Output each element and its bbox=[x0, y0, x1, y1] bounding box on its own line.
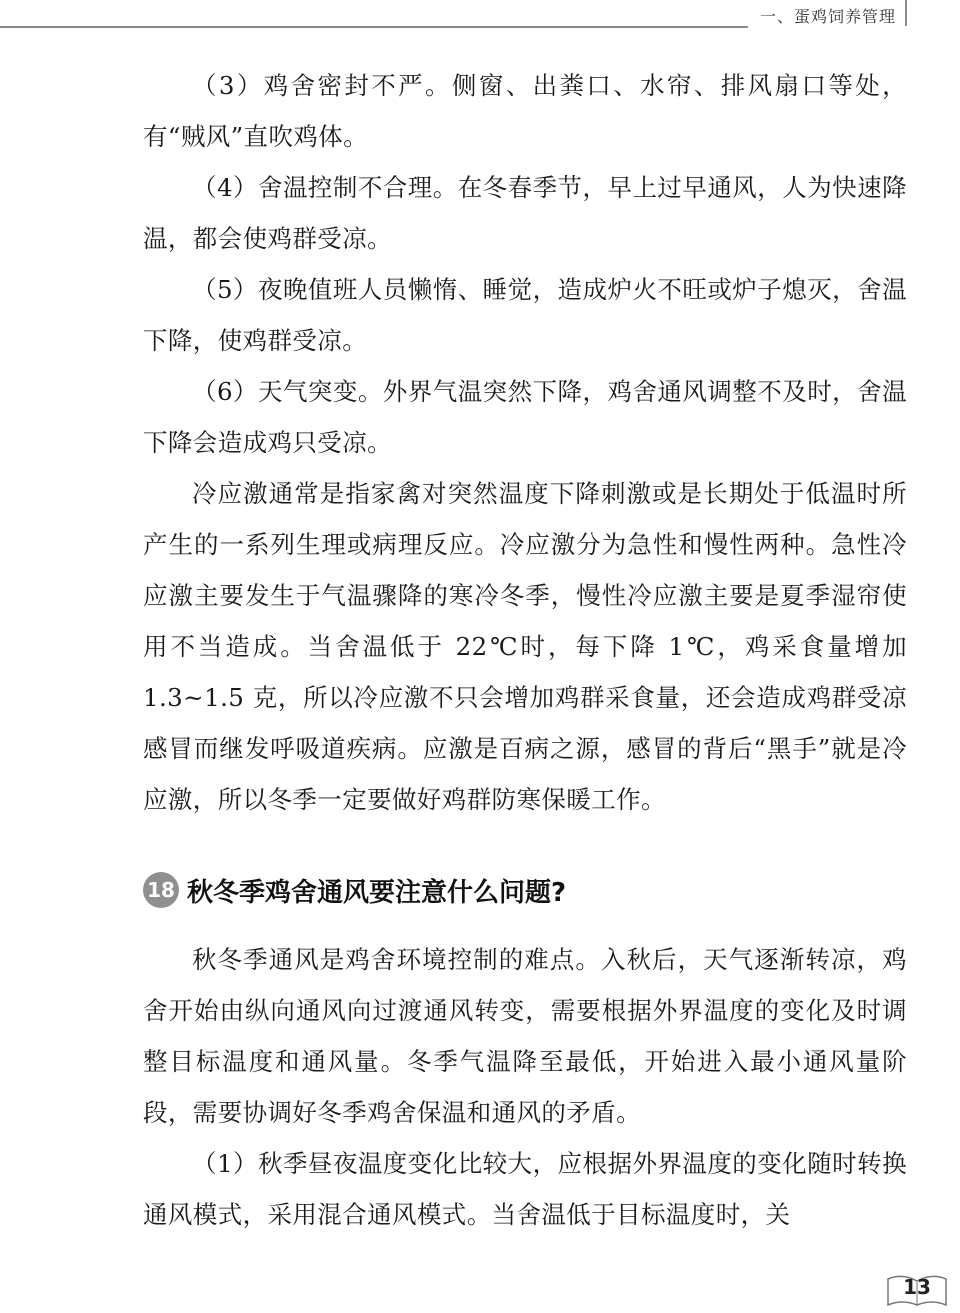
paragraph: （1）秋季昼夜温度变化比较大，应根据外界温度的变化随时转换通风模式，采用混合通风模式。当舍温低于目标温度时，关 bbox=[143, 1149, 907, 1229]
paragraph: 秋冬季通风是鸡舍环境控制的难点。入秋后，天气逐渐转凉，鸡舍开始由纵向通风向过渡通风转变，需要根据外界温度的变化及时调整目标温度和通风量。冬季气温降至最低，开始进入最小通风量阶段，需要协调好冬季鸡舍保温和通风的矛盾。 bbox=[143, 945, 907, 1127]
header-rule bbox=[0, 26, 748, 28]
body-text-bottom bbox=[143, 934, 907, 1240]
page-number: 13 bbox=[903, 1275, 931, 1299]
paragraph: （6）天气突变。外界气温突然下降，鸡舍通风调整不及时，舍温下降会造成鸡只受凉。 bbox=[143, 377, 907, 457]
paragraph: 冷应激通常是指家禽对突然温度下降刺激或是长期处于低温时所产生的一系列生理或病理反应。冷应激分为急性和慢性两种。急性冷应激主要发生于气温骤降的寒冷冬季，慢性冷应激主要是夏季湿帘使用不当造成。当舍温低于 22℃时，每下降 1℃，鸡采食量增加 1.3~1.5 克，所以冷应激不只会增加鸡群采食量，还会造成鸡群受凉感冒而继发呼吸道疾病。应激是百病之源，感冒的背后“黑手”就是冷应激，所以冬季一定要做好鸡群防寒保暖工作。 bbox=[143, 479, 907, 814]
paragraph: （4）舍温控制不合理。在冬春季节，早上过早通风，人为快速降温，都会使鸡群受凉。 bbox=[143, 173, 907, 253]
running-title: 一、蛋鸡饲养管理 bbox=[760, 7, 897, 26]
header-divider bbox=[905, 0, 907, 26]
section-title: 秋冬季鸡舍通风要注意什么问题? bbox=[187, 877, 567, 908]
section-heading bbox=[143, 868, 907, 912]
section-number-badge: 18 bbox=[143, 872, 179, 908]
paragraph: （3）鸡舍密封不严。侧窗、出粪口、水帘、排风扇口等处，有“贼风”直吹鸡体。 bbox=[143, 71, 907, 151]
body-text-top bbox=[143, 60, 907, 825]
page-number-badge bbox=[886, 1271, 948, 1307]
page-header bbox=[0, 0, 960, 36]
paragraph: （5）夜晚值班人员懒惰、睡觉，造成炉火不旺或炉子熄灭，舍温下降，使鸡群受凉。 bbox=[143, 275, 907, 355]
